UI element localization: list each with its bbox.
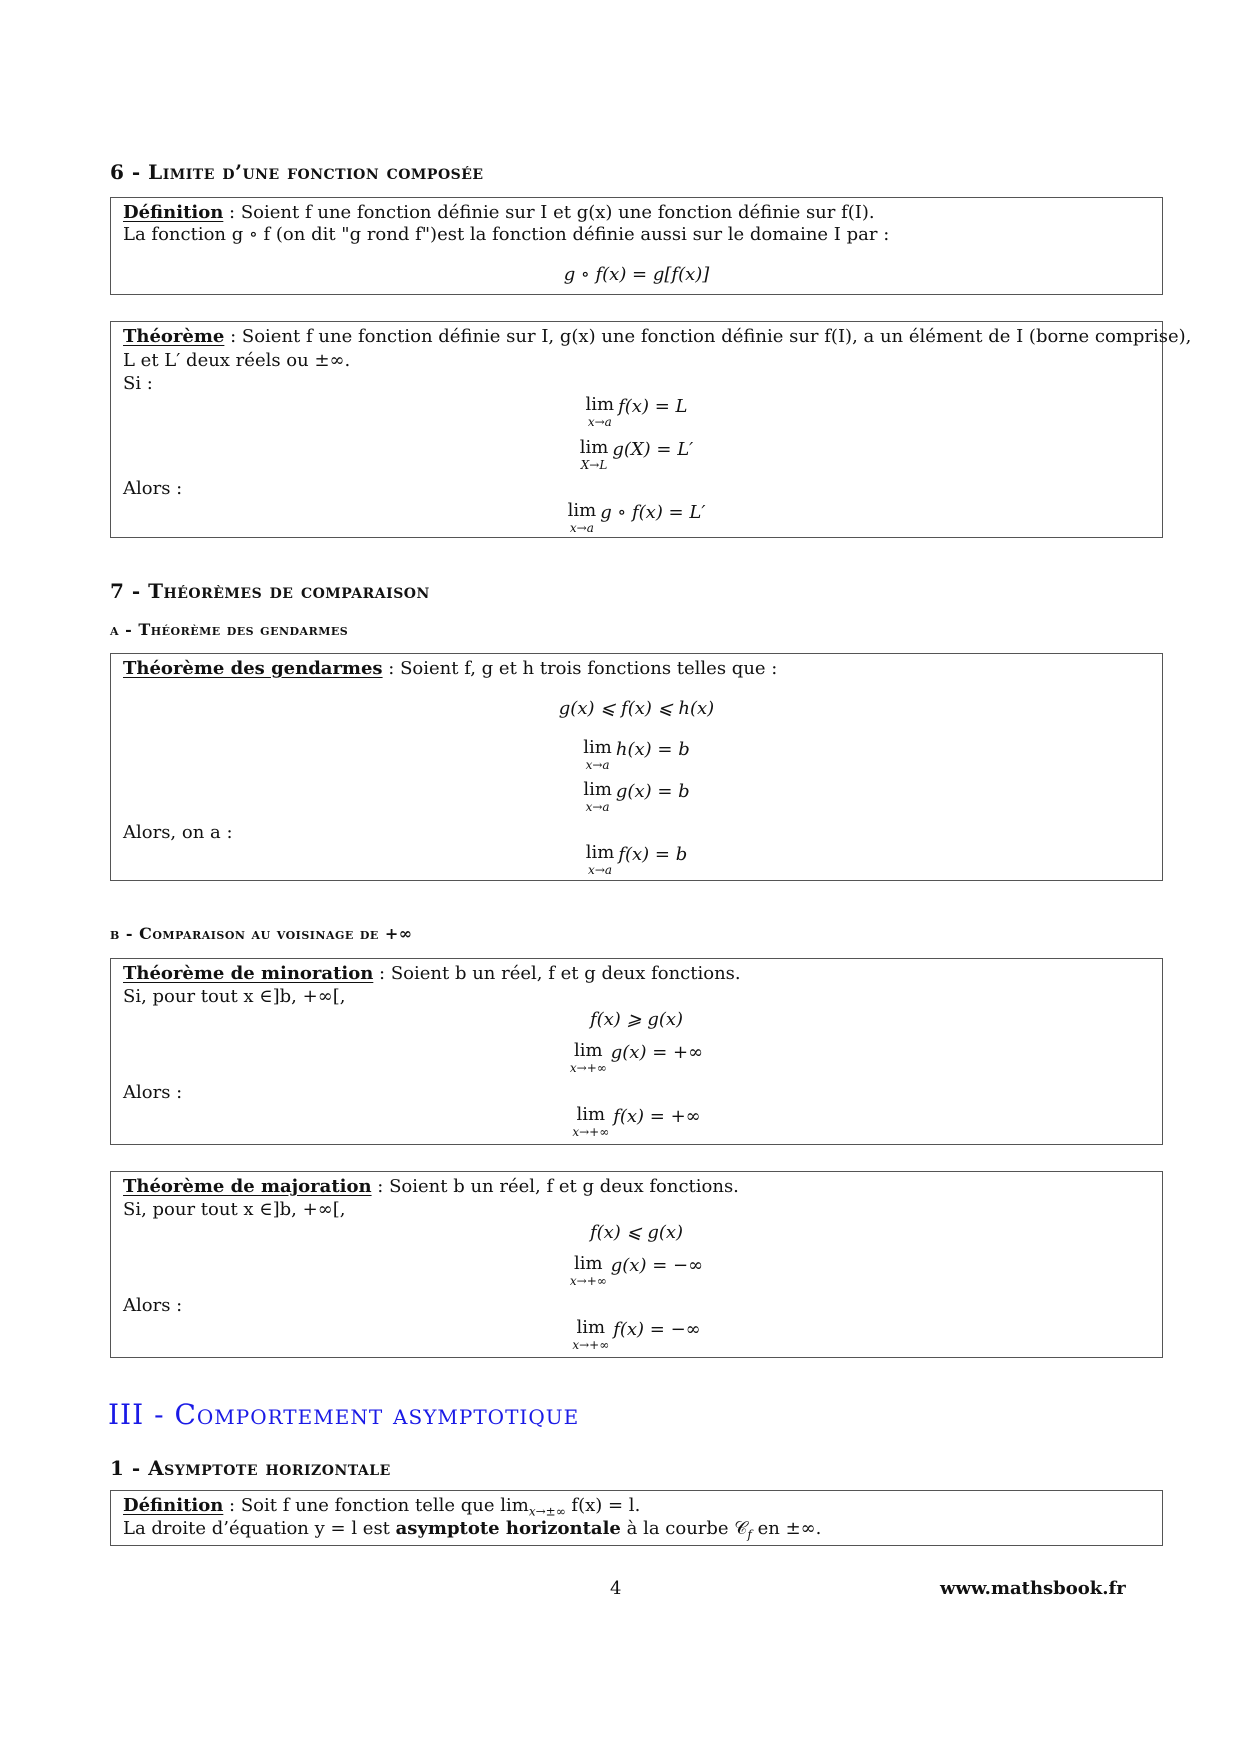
majoration-line-2: Si, pour tout x ∈]b, +∞[, [123,1199,346,1220]
minoration-alors: Alors : [123,1082,183,1103]
asymptote-text-1b: f(x) = l. [565,1495,641,1516]
definition-line-2: La fonction g ∘ f (on dit "g rond f")est la fonction définie aussi sur le domaine I par : [123,224,890,245]
lim-sub: X→L [580,458,608,472]
lim-word: lim [567,500,597,521]
gendarmes-line-1 [123,658,777,680]
theorem-label: Théorème [123,326,225,347]
lim-expr: g(x) = +∞ [610,1042,704,1063]
theorem-box-majoration [110,1171,1163,1358]
lim-expr: f(x) = −∞ [613,1319,701,1340]
lim-word: lim [583,779,612,800]
lim-sub: x→+∞ [572,1125,610,1139]
lim-expr: f(x) = L [618,396,688,417]
formula-limit-gof [111,502,1162,534]
lim-word: lim [585,842,615,863]
asymptote-term: asymptote horizontale [395,1518,621,1539]
theorem-line-1 [123,326,1191,348]
subsection-heading-7b: b - Comparaison au voisinage de +∞ [110,924,413,943]
majoration-line-1 [123,1176,739,1198]
majoration-label: Théorème de majoration [123,1176,372,1197]
theorem-si: Si : [123,373,153,394]
section-heading-6: 6 - Limite d’une fonction composée [110,160,484,184]
page-number: 4 [610,1578,622,1599]
definition-line-1 [123,202,875,224]
gendarmes-text-1: : Soient f, g et h trois fonctions telles que : [382,658,778,679]
formula-limit-f [111,396,1162,428]
subsection-heading-7a: a - Théorème des gendarmes [110,620,349,639]
theorem-box-gendarmes [110,653,1163,881]
lim-expr: g(X) = L′ [612,439,694,460]
formula-gendarmes-ineq: g(x) ⩽ f(x) ⩽ h(x) [558,698,715,719]
lim-word: lim [574,1253,603,1274]
majoration-alors: Alors : [123,1295,183,1316]
theorem-alors: Alors : [123,478,183,499]
minoration-text-1: : Soient b un réel, f et g deux fonctions. [373,963,741,984]
lim-expr: g(x) = b [615,781,690,802]
lim-word: lim [579,437,609,458]
lim-word: lim [583,737,612,758]
definition-box-composition [110,197,1163,295]
theorem-line-2: L et L′ deux réels ou ±∞. [123,350,351,371]
formula-majoration-ineq: f(x) ⩽ g(x) [589,1222,684,1243]
definition-text-1: : Soient f une fonction définie sur I et g(x) une fonction définie sur f(I). [223,202,875,223]
theorem-box-minoration [110,958,1163,1145]
minoration-line-1 [123,963,741,985]
formula-limit-h [111,739,1162,771]
gendarmes-label: Théorème des gendarmes [123,658,383,679]
lim-sub: x→+∞ [569,1061,607,1075]
minoration-label: Théorème de minoration [123,963,374,984]
lim-word: lim [576,1104,606,1125]
section-heading-7: 7 - Théorèmes de comparaison [110,579,430,603]
lim-sub: x→+∞ [572,1338,610,1352]
lim-sub: x→a [585,800,610,814]
formula-limit-g [111,781,1162,813]
chapter-heading-III: III - Comportement asymptotique [108,1398,580,1431]
asymptote-lim-sub: x→±∞ [528,1504,566,1519]
lim-sub: x→a [585,758,610,772]
footer-website: www.mathsbook.fr [940,1578,1126,1599]
gendarmes-alors: Alors, on a : [123,822,233,843]
asymptote-label: Définition [123,1495,224,1516]
minoration-line-2: Si, pour tout x ∈]b, +∞[, [123,986,346,1007]
asymptote-curve-sub: f [747,1527,752,1542]
lim-sub: x→+∞ [569,1274,607,1288]
formula-limit-f [111,1319,1162,1351]
formula-composition: g ∘ f(x) = g[f(x)] [563,264,710,285]
section-heading-1: 1 - Asymptote horizontale [110,1456,391,1480]
theorem-text-1: : Soient f une fonction définie sur I, g(x) une fonction définie sur f(I), a un élément de I (borne comprise), [224,326,1192,347]
lim-expr: g(x) = −∞ [610,1255,704,1276]
lim-expr: f(x) = b [618,844,688,865]
asymptote-text-2c: en ±∞. [751,1518,822,1539]
formula-limit-g [111,1255,1162,1287]
theorem-box-composition [110,321,1192,538]
formula-limit-f [111,1106,1162,1138]
asymptote-line-2 [123,1518,821,1546]
lim-word: lim [574,1040,603,1061]
asymptote-text-2a: La droite d’équation y = l est [123,1518,396,1539]
asymptote-text-2b: à la courbe 𝒞 [620,1518,748,1539]
lim-word: lim [585,394,615,415]
formula-minoration-ineq: f(x) ⩾ g(x) [589,1009,684,1030]
lim-sub: x→a [588,863,613,877]
lim-expr: g ∘ f(x) = L′ [600,502,706,523]
lim-expr: h(x) = b [615,739,690,760]
formula-limit-g [111,1042,1162,1074]
definition-label: Définition [123,202,224,223]
asymptote-text-1a: : Soit f une fonction telle que lim [223,1495,529,1516]
formula-limit-g [111,439,1162,471]
lim-sub: x→a [569,521,594,535]
majoration-text-1: : Soient b un réel, f et g deux fonctions. [371,1176,739,1197]
lim-expr: f(x) = +∞ [613,1106,701,1127]
formula-limit-f [111,844,1162,876]
lim-word: lim [576,1317,606,1338]
definition-box-asymptote [110,1490,1163,1546]
lim-sub: x→a [587,415,612,429]
